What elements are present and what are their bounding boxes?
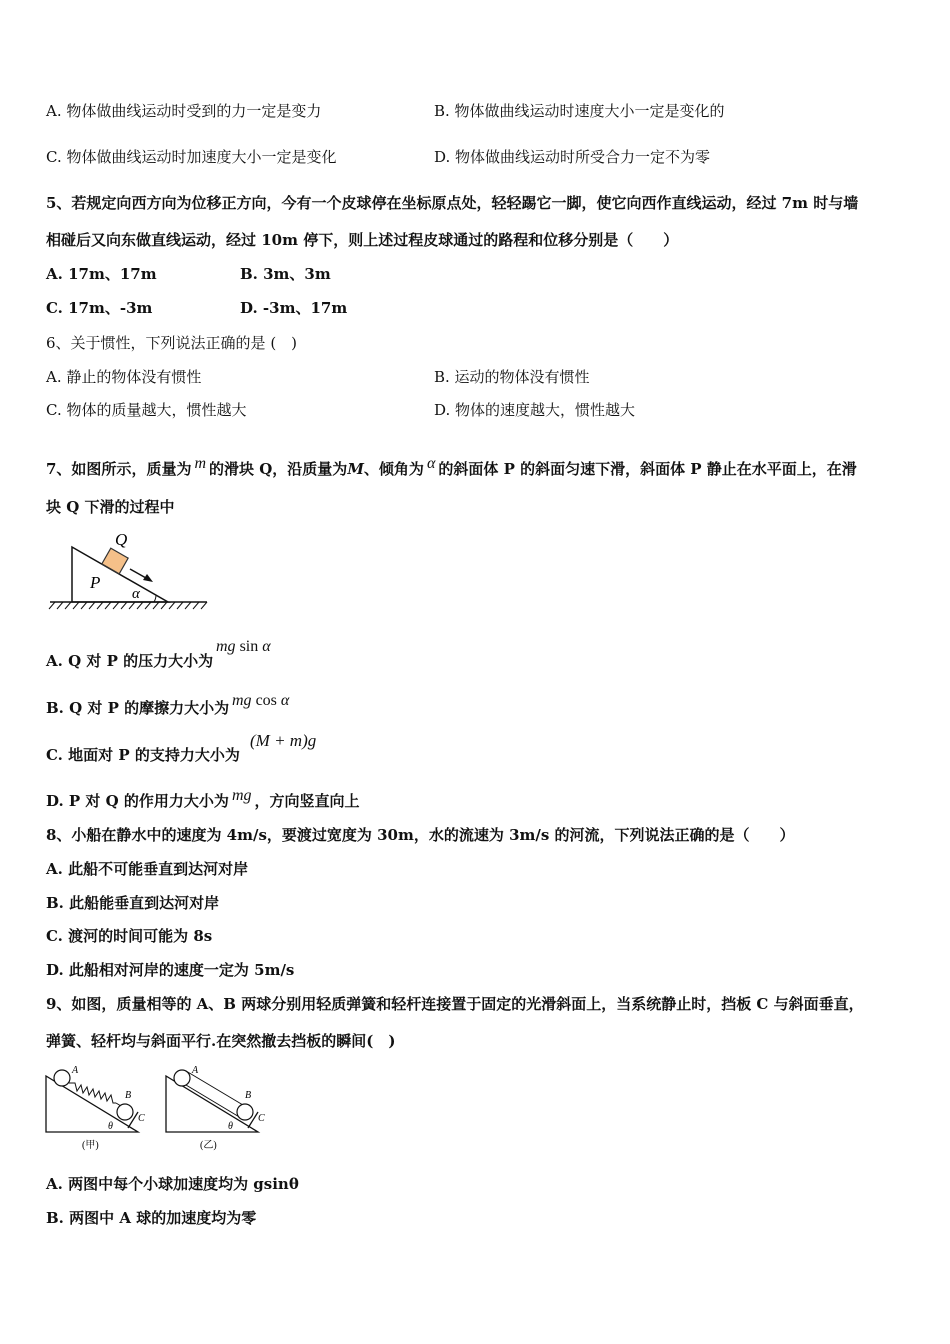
- q8-option-a: A. 此船不可能垂直到达河对岸: [46, 860, 249, 878]
- q7-var-M: M: [347, 460, 364, 478]
- q5-stem-line1: 5、若规定向西方向为位移正方向，今有一个皮球停在坐标原点处，轻轻踢它一脚，使它向西作直线运动，经过 7m 时与墙: [46, 194, 859, 212]
- q4-option-c: C. 物体做曲线运动时加速度大小一定是变化: [46, 148, 337, 166]
- rod-bottom: [186, 1085, 241, 1118]
- block-q: [102, 548, 128, 574]
- label-c-right: C: [258, 1113, 265, 1124]
- ball-b-left: [117, 1104, 133, 1120]
- q4-option-a: A. 物体做曲线运动时受到的力一定是变力: [46, 102, 322, 120]
- motion-arrowhead: [143, 574, 153, 582]
- q5-stem-line2: 相碰后又向东做直线运动，经过 10m 停下，则上述过程皮球通过的路程和位移分别是（ ）: [46, 231, 679, 249]
- label-b-right: B: [245, 1090, 252, 1101]
- q7-option-a: A. Q 对 P 的压力大小为: [46, 652, 214, 670]
- ball-b-right: [237, 1104, 253, 1120]
- label-q: Q: [115, 530, 128, 549]
- q7-option-b: B. Q 对 P 的摩擦力大小为: [46, 699, 230, 717]
- q7-var-alpha: α: [426, 455, 436, 472]
- label-theta-right: θ: [228, 1121, 233, 1132]
- angle-arc: [154, 595, 156, 602]
- q7-stem-part-a: 7、如图所示，质量为: [46, 460, 192, 478]
- q8-option-c: C. 渡河的时间可能为 8s: [46, 927, 213, 945]
- q5-option-c: C. 17m、-3m: [46, 299, 153, 317]
- q9-figure-right-rod: [162, 1066, 272, 1151]
- q8-option-d: D. 此船相对河岸的速度一定为 5m/s: [46, 961, 295, 979]
- caption-left: (甲): [82, 1140, 99, 1151]
- q7-option-d: D. P 对 Q 的作用力大小为 mg ，方向竖直向上: [46, 787, 360, 810]
- q6-option-c: C. 物体的质量越大，惯性越大: [46, 401, 247, 419]
- q4-option-b: B. 物体做曲线运动时速度大小一定是变化的: [434, 102, 725, 120]
- q7-option-a-formula: mg sin α: [216, 638, 271, 655]
- label-p: P: [90, 573, 101, 592]
- q9-stem-line1: 9、如图，质量相等的 A、B 两球分别用轻质弹簧和轻杆连接置于固定的光滑斜面上，当系统静止时，挡板 C 与斜面垂直，: [46, 995, 864, 1013]
- label-alpha: α: [132, 586, 140, 602]
- q9-option-a: A. 两图中每个小球加速度均为 gsinθ: [46, 1175, 299, 1193]
- q5-option-a: A. 17m、17m: [46, 265, 157, 283]
- caption-right: (乙): [200, 1140, 217, 1151]
- motion-arrow: [130, 569, 146, 578]
- q8-stem: 8、小船在静水中的速度为 4m/s，要渡过宽度为 30m，水的流速为 3m/s 的河流，下列说法正确的是（ ）: [46, 826, 795, 844]
- q7-stem-part-c: 、倾角为: [363, 460, 424, 478]
- q9-figure-left-spring: [42, 1066, 152, 1151]
- q7-stem-line2: 块 Q 下滑的过程中: [46, 498, 175, 516]
- q6-option-d: D. 物体的速度越大，惯性越大: [434, 401, 636, 419]
- q7-stem-part-b: 的滑块 Q，沿质量为: [209, 460, 348, 478]
- q5-option-b: B. 3m、3m: [240, 265, 331, 283]
- q6-option-b: B. 运动的物体没有惯性: [434, 368, 590, 386]
- q8-option-b: B. 此船能垂直到达河对岸: [46, 894, 220, 912]
- rod-top: [186, 1071, 243, 1105]
- q7-option-b-formula: mg cos α: [232, 692, 290, 709]
- label-a-right: A: [192, 1065, 199, 1076]
- label-a-left: A: [72, 1065, 79, 1076]
- q5-option-d: D. -3m、17m: [240, 299, 348, 317]
- q7-option-d-formula: mg: [231, 787, 252, 804]
- ball-a-left: [54, 1070, 70, 1086]
- q9-option-b: B. 两图中 A 球的加速度均为零: [46, 1209, 257, 1227]
- q7-stem-line1: [46, 455, 857, 480]
- q7-option-c: C. 地面对 P 的支持力大小为: [46, 746, 240, 764]
- q9-stem-line2: 弹簧、轻杆均与斜面平行.在突然撤去挡板的瞬间( ): [46, 1032, 396, 1050]
- label-theta-left: θ: [108, 1121, 113, 1132]
- q7-var-m: m: [194, 455, 207, 472]
- label-b-left: B: [125, 1090, 132, 1101]
- q4-option-d: D. 物体做曲线运动时所受合力一定不为零: [434, 148, 711, 166]
- spring: [69, 1083, 116, 1103]
- q6-option-a: A. 静止的物体没有惯性: [46, 368, 202, 386]
- q7-incline-figure: [45, 530, 215, 610]
- q7-option-c-formula: (M + m)g: [250, 731, 317, 750]
- label-c-left: C: [138, 1113, 145, 1124]
- ground-hatching: [49, 602, 207, 609]
- q7-stem-part-d: 的斜面体 P 的斜面匀速下滑，斜面体 P 静止在水平面上，在滑: [438, 460, 857, 478]
- q6-stem: 6、关于惯性，下列说法正确的是 ( ): [46, 334, 298, 352]
